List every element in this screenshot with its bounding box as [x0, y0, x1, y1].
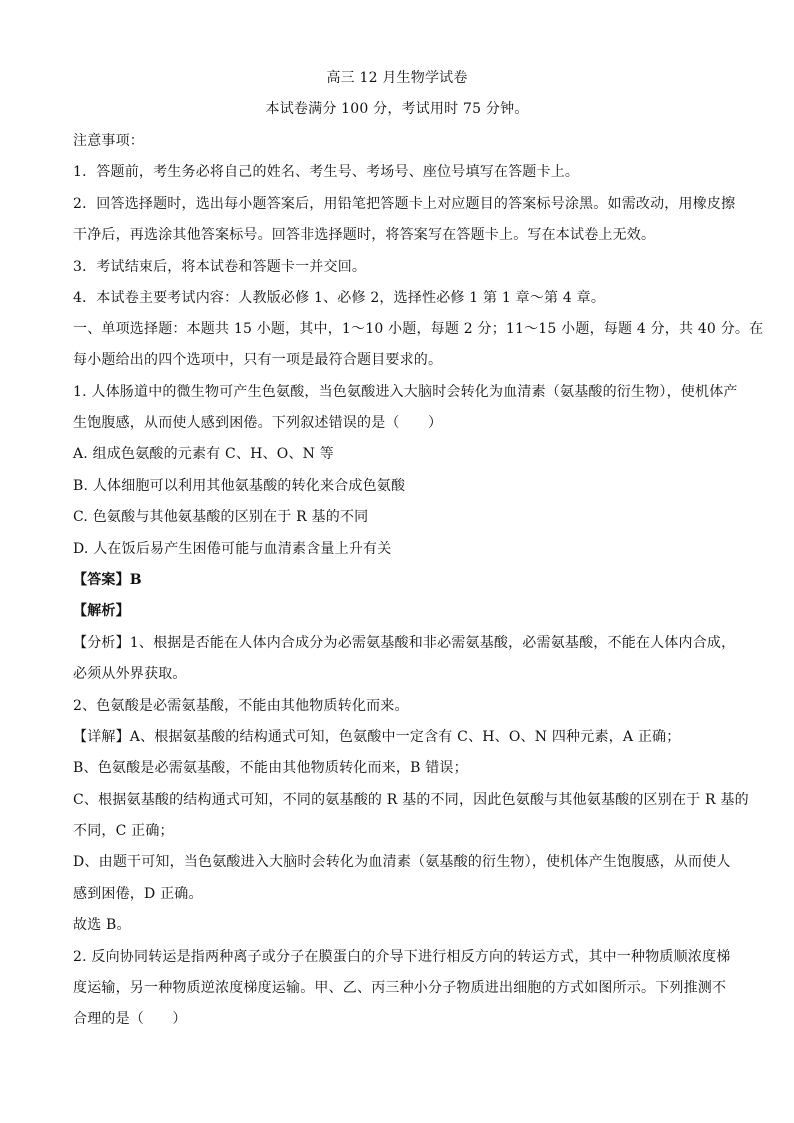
analysis-line: 必须从外界获取。 [73, 666, 187, 682]
section-heading: 一、单项选择题：本题共 15 小题，其中，1～10 小题，每题 2 分；11～15 小题，每题 4 分，共 40 分。在 [73, 321, 764, 337]
notice-item: 1．答题前，考生务必将自己的姓名、考生号、考场号、座位号填写在答题卡上。 [73, 164, 580, 180]
notice-heading: 注意事项： [73, 133, 144, 149]
option-c: C. 色氨酸与其他氨基酸的区别在于 R 基的不同 [73, 509, 369, 525]
analysis-line: 【分析】1、根据是否能在人体内合成分为必需氨基酸和非必需氨基酸，必需氨基酸，不能在人体内合成， [73, 635, 736, 651]
analysis-line: 【详解】A、根据氨基酸的结构通式可知，色氨酸中一定含有 C、H、O、N 四种元素，A 正确； [73, 729, 681, 745]
exam-title: 高三 12 月生物学试卷 [326, 70, 468, 86]
analysis-heading: 【解析】 [73, 603, 130, 619]
notice-item: 2．回答选择题时，选出每小题答案后，用铅笔把答题卡上对应题目的答案标号涂黑。如需改动，用橡皮擦 [73, 196, 736, 212]
notice-item: 4．本试卷主要考试内容：人教版必修 1、必修 2，选择性必修 1 第 1 章～第 4 章。 [73, 290, 606, 306]
analysis-line: 不同，C 正确； [73, 823, 174, 839]
analysis-line: B、色氨酸是必需氨基酸，不能由其他物质转化而来，B 错误； [73, 760, 468, 776]
analysis-line: D、由题干可知，当色氨酸进入大脑时会转化为血清素（氨基酸的衍生物），使机体产生饱腹感，从而使人 [73, 854, 731, 870]
question-2-stem: 2. 反向协同转运是指两种离子或分子在膜蛋白的介导下进行相反方向的转运方式，其中一种物质顺浓度梯 [73, 949, 731, 965]
notice-item: 干净后，再选涂其他答案标号。回答非选择题时，将答案写在答题卡上。写在本试卷上无效。 [73, 227, 656, 243]
notice-item: 3．考试结束后，将本试卷和答题卡一并交回。 [73, 259, 367, 275]
option-a: A. 组成色氨酸的元素有 C、H、O、N 等 [73, 446, 334, 462]
analysis-line: 感到困倦，D 正确。 [73, 886, 203, 902]
analysis-line: C、根据氨基酸的结构通式可知，不同的氨基酸的 R 基的不同，因此色氨酸与其他氨基酸的区别在于 R 基的 [73, 792, 749, 808]
option-b: B. 人体细胞可以利用其他氨基酸的转化来合成色氨酸 [73, 478, 406, 494]
question-1-stem: 1. 人体肠道中的微生物可产生色氨酸，当色氨酸进入大脑时会转化为血清素（氨基酸的衍生物），使机体产 [73, 384, 738, 400]
question-1-stem: 生饱腹感，从而使人感到困倦。下列叙述错误的是（ ） [73, 415, 443, 431]
section-heading: 每小题给出的四个选项中，只有一项是最符合题目要求的。 [73, 352, 443, 368]
answer-label: 【答案】B [73, 572, 142, 588]
question-2-stem: 度运输，另一种物质逆浓度梯度运输。甲、乙、丙三种小分子物质进出细胞的方式如图所示。下列推测不 [73, 980, 727, 996]
exam-subtitle: 本试卷满分 100 分，考试用时 75 分钟。 [265, 101, 529, 117]
question-2-stem: 合理的是（ ） [73, 1011, 187, 1027]
analysis-line: 故选 B。 [73, 917, 131, 933]
analysis-line: 2、色氨酸是必需氨基酸，不能由其他物质转化而来。 [73, 698, 409, 714]
option-d: D. 人在饭后易产生困倦可能与血清素含量上升有关 [73, 541, 392, 557]
